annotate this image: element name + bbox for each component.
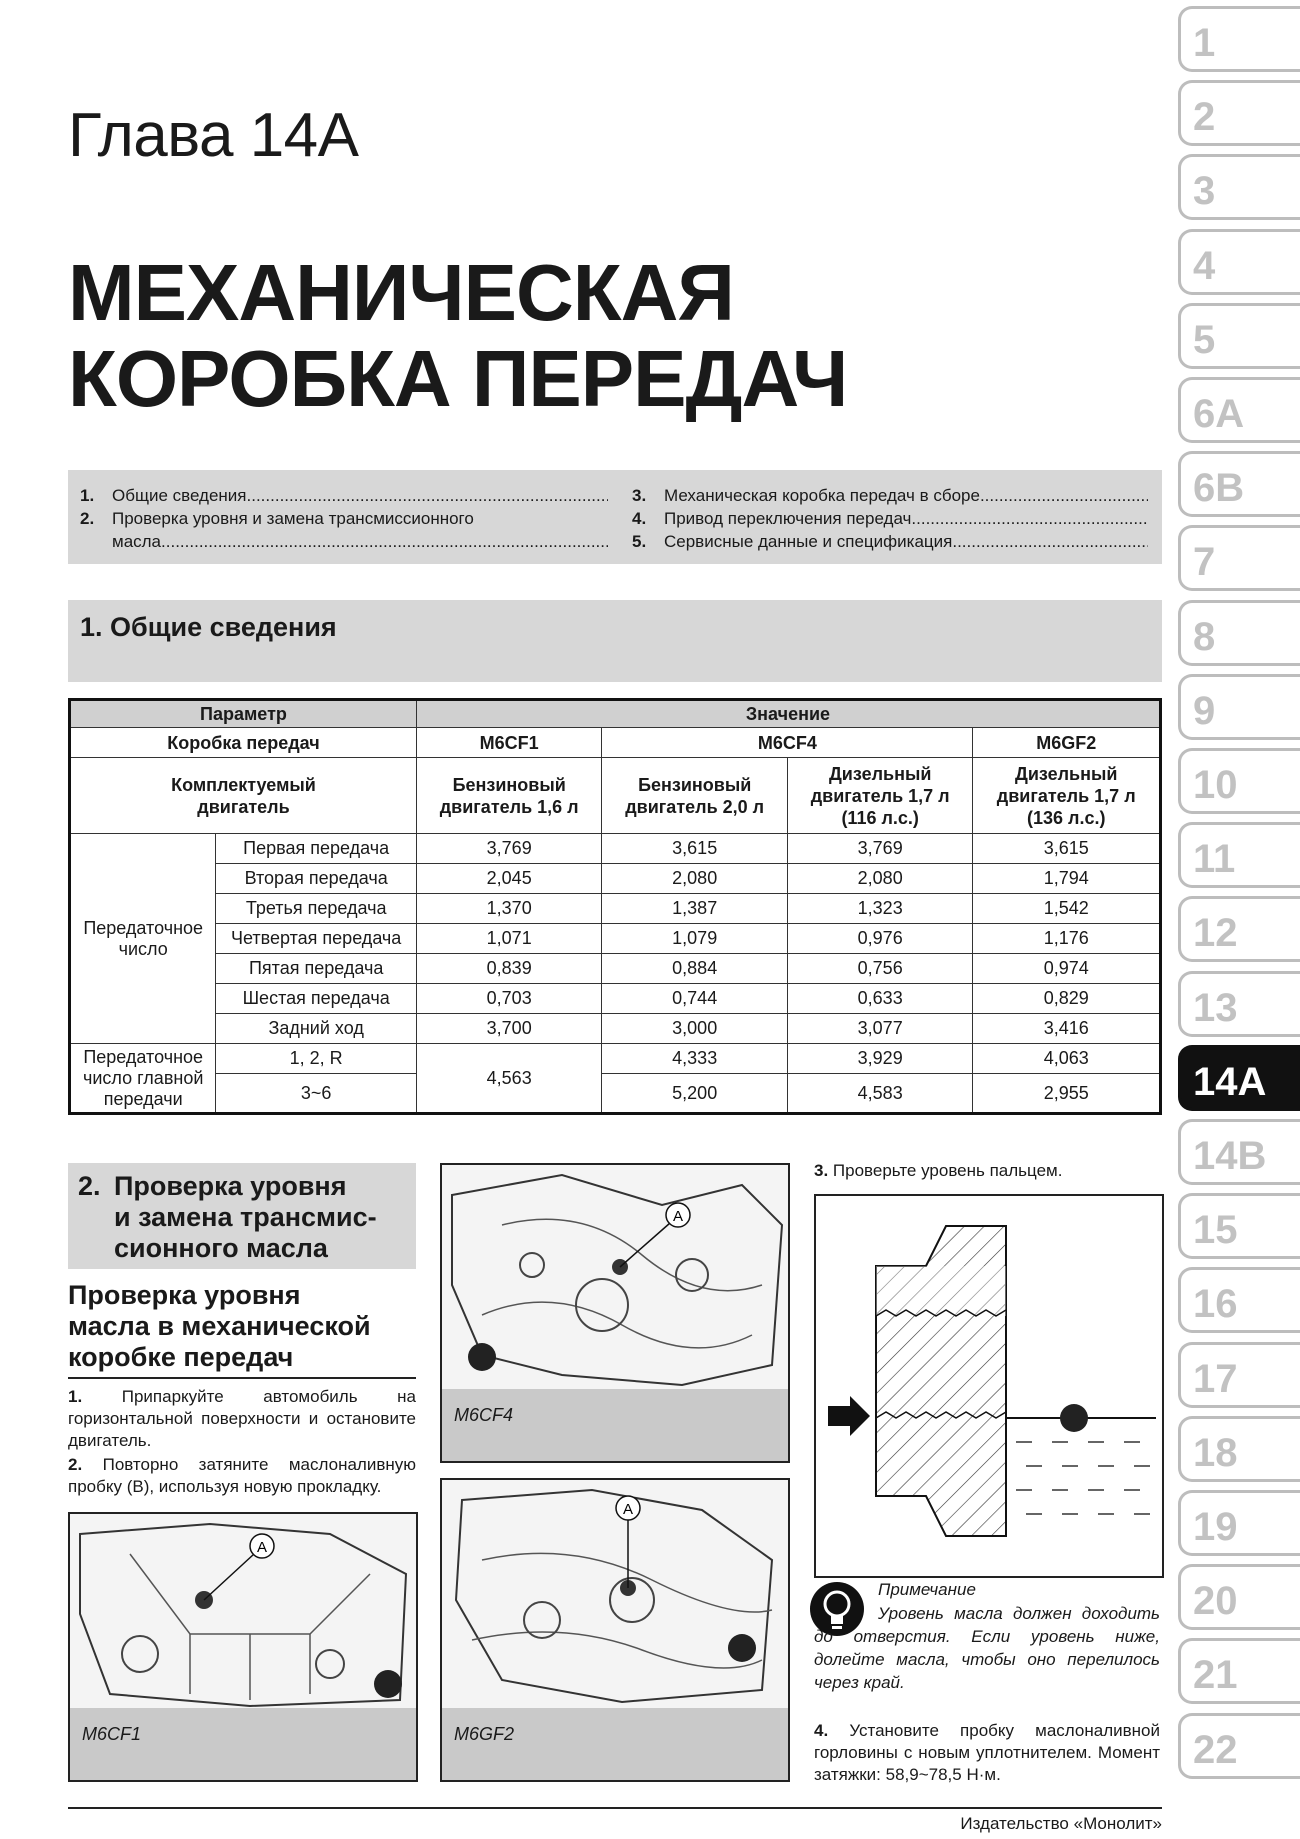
figure-m6cf4 <box>440 1163 790 1463</box>
section-2-title: Проверка уровня и замена трансмис- сионного масла <box>114 1171 377 1263</box>
chapter-tab[interactable] <box>1178 822 1300 888</box>
toc-item-label: Привод переключения передач <box>664 509 912 528</box>
chapter-tab-label: 14А <box>1193 1059 1267 1104</box>
chapter-tab-label: 13 <box>1193 985 1238 1030</box>
toc-item-1[interactable]: 1. Общие сведения ..... <box>80 484 608 507</box>
chapter-tab-label: 5 <box>1193 317 1216 362</box>
step-4: 4. Установите пробку маслоналивной горловины с новым уплотнителем. Момент затяжки: 58,9~78,5 Н·м. <box>814 1721 1160 1784</box>
chapter-tab-label: 19 <box>1193 1505 1238 1549</box>
oil-level-drawing <box>816 1196 1162 1576</box>
table-row <box>70 954 1161 984</box>
header-value: Значение <box>416 700 1160 728</box>
step-1: 1. Припаркуйте автомобиль на горизонтальной поверхности и остановите двигатель. <box>68 1387 416 1450</box>
footer-divider <box>68 1807 1162 1809</box>
gearbox-drawing-m6cf4 <box>442 1165 788 1391</box>
chapter-tab[interactable] <box>1178 971 1300 1037</box>
svg-text:A: A <box>622 1501 634 1518</box>
toc-item-label: Проверка уровня и замена трансмиссионного <box>112 509 474 528</box>
gear-name: 3~6 <box>216 1074 417 1114</box>
chapter-title-line-1: МЕХАНИЧЕСКАЯ <box>68 248 734 337</box>
table-cell: 0,744 <box>602 984 788 1014</box>
chapter-tab-label: 4 <box>1193 243 1216 288</box>
gearbox-label: Коробка передач <box>70 728 417 758</box>
section-2-number: 2. <box>78 1171 101 1201</box>
svg-text:A: A <box>256 1539 268 1556</box>
toc-item-label: Механическая коробка передач в сборе <box>664 486 980 505</box>
chapter-tab-label: 18 <box>1193 1430 1238 1475</box>
table-cell: 3,700 <box>416 1014 602 1044</box>
figure-caption: M6CF1 <box>82 1724 142 1744</box>
chapter-tab[interactable] <box>1178 896 1300 962</box>
table-cell: 3,929 <box>787 1044 973 1074</box>
table-cell: 1,079 <box>602 924 788 954</box>
chapter-tab-label: 10 <box>1193 763 1238 807</box>
chapter-tab[interactable] <box>1178 451 1300 517</box>
chapter-tab[interactable] <box>1178 1119 1300 1185</box>
toc-item-2-cont[interactable] <box>80 530 608 553</box>
note-text: Уровень масла должен доходить до отверстия. Если уровень ниже, долейте масла, чтобы оно перелилось через край. <box>814 1604 1160 1692</box>
chapter-tab-label: 8 <box>1193 614 1216 659</box>
gear-name: 1, 2, R <box>216 1044 417 1074</box>
chapter-tab[interactable] <box>1178 1490 1300 1556</box>
figure-m6gf2 <box>440 1478 790 1782</box>
chapter-tab-label: 14В <box>1193 1134 1267 1178</box>
gearbox-m6cf4: M6CF4 <box>602 728 973 758</box>
chapter-tab[interactable] <box>1178 600 1300 666</box>
table-cell: 3,416 <box>973 1014 1161 1044</box>
table-cell: 5,200 <box>602 1074 788 1114</box>
table-cell: 4,583 <box>787 1074 973 1114</box>
chapter-label: Глава 14А <box>68 101 359 170</box>
table-cell: 0,829 <box>973 984 1161 1014</box>
chapter-title <box>68 250 847 422</box>
table-cell: 3,000 <box>602 1014 788 1044</box>
toc-item-4[interactable]: 4. Привод переключения передач ..... <box>632 507 1148 530</box>
table-cell: 3,615 <box>602 834 788 864</box>
gear-name: Вторая передача <box>216 864 417 894</box>
table-cell: 4,063 <box>973 1044 1161 1074</box>
oil-level-diagram <box>814 1194 1164 1578</box>
chapter-tab-label: 1 <box>1193 21 1216 65</box>
table-row <box>70 984 1161 1014</box>
toc-item-label: Общие сведения <box>112 486 247 505</box>
table-row <box>70 1044 1161 1074</box>
table-row <box>70 1014 1161 1044</box>
figure-m6cf1 <box>68 1512 418 1782</box>
gearbox-m6gf2: M6GF2 <box>973 728 1161 758</box>
table-cell: 3,769 <box>787 834 973 864</box>
figure-caption: M6CF4 <box>454 1405 514 1425</box>
chapter-tab[interactable] <box>1178 1342 1300 1408</box>
engine-cell: Бензиновый двигатель 1,6 л <box>416 758 602 834</box>
table-cell: 1,071 <box>416 924 602 954</box>
step-3: 3. Проверьте уровень пальцем. <box>814 1161 1063 1180</box>
table-row <box>70 834 1161 864</box>
table-cell: 3,769 <box>416 834 602 864</box>
table-cell: 1,794 <box>973 864 1161 894</box>
table-cell: 3,077 <box>787 1014 973 1044</box>
table-cell: 1,323 <box>787 894 973 924</box>
chapter-tab-label: 21 <box>1193 1653 1238 1698</box>
toc-item-3[interactable]: 3. Механическая коробка передач в сборе ..... <box>632 484 1148 507</box>
gear-name: Пятая передача <box>216 954 417 984</box>
chapter-tab[interactable] <box>1178 6 1300 72</box>
table-cell: 0,633 <box>787 984 973 1014</box>
table-cell: 1,176 <box>973 924 1161 954</box>
chapter-tab[interactable] <box>1178 1638 1300 1704</box>
chapter-tab[interactable] <box>1178 1564 1300 1630</box>
step-2: 2. Повторно затяните маслоналивную пробку (В), используя новую прокладку. <box>68 1455 416 1496</box>
chapter-tab[interactable] <box>1178 1267 1300 1333</box>
table-cell: 3,615 <box>973 834 1161 864</box>
section-1-title: 1. Общие сведения <box>80 612 337 642</box>
publisher-label: Издательство «Монолит» <box>960 1814 1162 1833</box>
chapter-tab[interactable] <box>1178 525 1300 591</box>
chapter-tab-label: 6В <box>1193 466 1245 511</box>
table-cell: 4,333 <box>602 1044 788 1074</box>
table-cell: 2,045 <box>416 864 602 894</box>
spec-table <box>68 698 1162 1115</box>
final-group-label: Передаточное число главной передачи <box>70 1044 216 1114</box>
toc-item-5[interactable]: 5. Сервисные данные и спецификация ..... <box>632 530 1148 553</box>
table-row <box>70 894 1161 924</box>
table-row <box>70 924 1161 954</box>
chapter-tab[interactable] <box>1178 80 1300 146</box>
chapter-tab-label: 16 <box>1193 1282 1238 1327</box>
toc-item-2[interactable]: 2. Проверка уровня и замена трансмиссионного <box>80 509 474 528</box>
chapter-tab-label: 3 <box>1193 169 1216 214</box>
chapter-tab[interactable] <box>1178 674 1300 740</box>
chapter-tab[interactable] <box>1178 303 1300 369</box>
chapter-tab[interactable] <box>1178 154 1300 220</box>
section-1-header <box>68 600 1162 682</box>
engine-cell: Дизельный двигатель 1,7 л (116 л.с.) <box>787 758 973 834</box>
table-cell: 0,976 <box>787 924 973 954</box>
table-row <box>70 1074 1161 1114</box>
gearbox-drawing-m6cf1 <box>70 1514 416 1710</box>
chapter-tab[interactable] <box>1178 1416 1300 1482</box>
chapter-tab[interactable] <box>1178 748 1300 814</box>
engine-row <box>70 758 1161 834</box>
chapter-tab[interactable] <box>1178 1045 1300 1111</box>
chapter-tab-label: 2 <box>1193 95 1216 140</box>
gear-name: Задний ход <box>216 1014 417 1044</box>
chapter-tab-label: 11 <box>1193 837 1236 882</box>
chapter-tab[interactable] <box>1178 229 1300 295</box>
engine-cell: Дизельный двигатель 1,7 л (136 л.с.) <box>973 758 1161 834</box>
chapter-tab-label: 12 <box>1193 911 1238 956</box>
gear-name: Первая передача <box>216 834 417 864</box>
table-cell: 0,974 <box>973 954 1161 984</box>
table-cell: 2,955 <box>973 1074 1161 1114</box>
table-cell: 0,839 <box>416 954 602 984</box>
engine-label: Комплектуемый двигатель <box>70 758 417 834</box>
chapter-tab-label: 20 <box>1193 1579 1238 1624</box>
chapter-tab[interactable] <box>1178 1713 1300 1779</box>
gearbox-drawing-m6gf2 <box>442 1480 788 1710</box>
table-cell: 0,884 <box>602 954 788 984</box>
chapter-title-line-2: КОРОБКА ПЕРЕДАЧ <box>68 334 848 423</box>
gear-name: Четвертая передача <box>216 924 417 954</box>
chapter-tab-label: 22 <box>1193 1727 1238 1772</box>
toc-item-label: Сервисные данные и спецификация <box>664 532 953 551</box>
gear-name: Третья передача <box>216 894 417 924</box>
table-row <box>70 864 1161 894</box>
chapter-tab[interactable] <box>1178 377 1300 443</box>
table-cell: 2,080 <box>602 864 788 894</box>
svg-text:A: A <box>672 1208 684 1225</box>
chapter-tab-label: 9 <box>1193 688 1216 733</box>
gearbox-m6cf1: M6CF1 <box>416 728 602 758</box>
header-parameter: Параметр <box>70 700 417 728</box>
engine-cell: Бензиновый двигатель 2,0 л <box>602 758 788 834</box>
chapter-tab-label: 15 <box>1193 1208 1238 1253</box>
figure-caption: M6GF2 <box>454 1724 515 1744</box>
toc-item-label: масла <box>112 532 162 551</box>
table-cell: 1,387 <box>602 894 788 924</box>
table-header-row <box>70 700 1161 728</box>
section-2-header <box>68 1163 416 1269</box>
table-cell: 1,370 <box>416 894 602 924</box>
table-cell: 1,542 <box>973 894 1161 924</box>
chapter-tab-label: 7 <box>1193 540 1216 585</box>
table-cell: 2,080 <box>787 864 973 894</box>
table-cell: 0,756 <box>787 954 973 984</box>
note-title: Примечание <box>878 1580 976 1599</box>
chapter-tab-label: 17 <box>1193 1356 1238 1401</box>
gearbox-row <box>70 728 1161 758</box>
chapter-tab-label: 6А <box>1193 392 1245 436</box>
table-cell: 4,563 <box>416 1044 602 1114</box>
subsection-title: Проверка уровня масла в механической коробке передач <box>68 1280 416 1379</box>
ratio-group-label: Передаточное число <box>70 834 216 1044</box>
table-of-contents <box>68 470 1162 564</box>
table-cell: 0,703 <box>416 984 602 1014</box>
gear-name: Шестая передача <box>216 984 417 1014</box>
chapter-tab[interactable] <box>1178 1193 1300 1259</box>
